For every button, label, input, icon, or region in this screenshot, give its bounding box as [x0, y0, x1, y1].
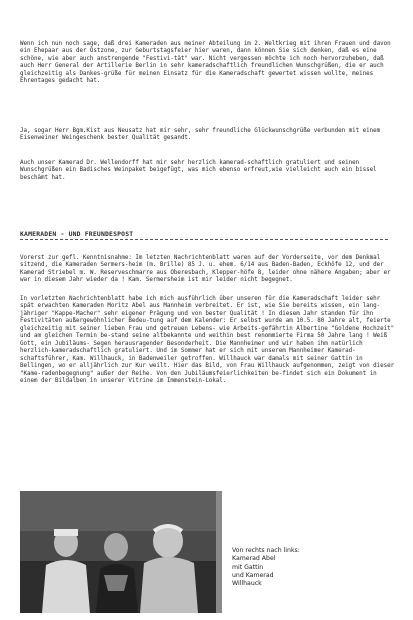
group-photo: [20, 491, 222, 613]
caption-line: Willhauck: [232, 580, 262, 588]
paragraph-moritz-abel: In vorletzten Nachrichtenblatt habe ich mich ausführlich über unseren für die Kameradschaft leider sehr spät erwachten Kameraden Moritz Abel aus Mannheim verbreitet. Er ist, wie Sie bereits wissen, ein lang-jähriger "Kappe-Macher" sehr eigener Prägung und von bester Qualität ! In diesem Jahr standen für ihn Festivitäten außergewöhnlicher Bedeu-tung auf dem Kalender: Er selbst wurde am 10.5. 80 Jahre alt, feierte gleichzeitig mit seiner lieben Frau und getreuen Lebens- wie Arbeits-gefährtin Albertine "Goldene Hochzeit" und am gleichen Termin be-stand seine altbekannte und weithin best renommierte Firma 50 Jahre lang ! Weiß Gott, ein Jubiläums- Segen herausragender Besonderheit. Die Mannheimer und wir haben ihm natürlich herzlich-kameradschaftlich gratuliert. Und im Sommer hat er sich mit unserem Mannheimer Kamerad-schaftsführer, Kam. Willhauck, in Badenweiler getroffen. Willhauck war damals mit seiner Gattin in Bellingen, wo er alljährlich zur Kur weilt. Hier das Bild, von Frau Willhauck aufgenommen, zeigt von dieser "Kame-radenbegegnung" außer der Reihe. Von den Jubiläumsfeierlichkeiten be-findet sich ein Dokument in einem der Bildalben in unserer Vitrine im Immenstein-Lokal.: [20, 296, 395, 384]
photo-caption: [232, 547, 300, 588]
caption-line: und Kamerad: [232, 571, 274, 579]
caption-line: Kamerad Abel: [232, 555, 276, 563]
photo-illustration: [20, 491, 222, 613]
caption-line: Von rechts nach links:: [232, 547, 300, 554]
section-heading: KAMERADEN - UND FREUNDESPOST: [20, 230, 134, 238]
caption-line: mit Gattin: [232, 563, 264, 571]
paragraph-correction: Vorerst zur gefl. Kenntnisnahme: Im letzten Nachrichtenblatt waren auf der Vorderseite, vor dem Denkmal sitzend, die Kameraden Sermers-heim (m. Brille) 85 J. u. ehem. 6/14 aus Baden-Baden, Eckhöfe 12, und der Kamerad Striebel m. W. Reserveschmarre aus Oberesbach, Klepper-höfe 8, leider ohne nähere Angaben; aber er war in diesem Jahr wieder da ! Kam. Sermersheim ist mir leider nicht begegnet.: [20, 255, 391, 284]
paragraph-birthday-guests: Wenn ich nun noch sage, daß drei Kameraden aus meiner Abteilung im 2. Weltkrieg mit ihren Frauen und davon ein Ehepaar aus der Ostzone, zur Geburtstagsfeier hier waren, dann können Sie sich denken, daß es eine schöne, wie aber auch anstrengende "Festivi-tät" war. Nicht vergessen möchte ich noch hervorzuheben, daß auch Herr General der Artillerie Berlin in sehr kameradschaftlich freundlichen Wunschgrüßen, die er auch gleichzeitig als Dankes-grüße für meinen Einsatz für die Kameradschaft gewertet wissen wollte, meines Ehrentages gedacht hat.: [20, 41, 391, 85]
paragraph-wellendorff: Auch unser Kamerad Dr. Wellendorff hat mir sehr herzlich kamerad-schaftlich gratuliert und seinen Wunschgrüßen ein Badisches Weinpaket beigefügt, was mich ebenso erfreut,wie vielleicht auch ein bissel beschämt hat.: [20, 160, 377, 181]
paragraph-mayor-greetings: Ja, sogar Herr Bgm.Kist aus Neusatz hat mir sehr, sehr freundliche Glückwunschgrüße verbunden mit einem Eisenweiner Weingeschenk bester Qualität gesandt.: [20, 128, 381, 142]
heading-divider: [20, 239, 388, 240]
